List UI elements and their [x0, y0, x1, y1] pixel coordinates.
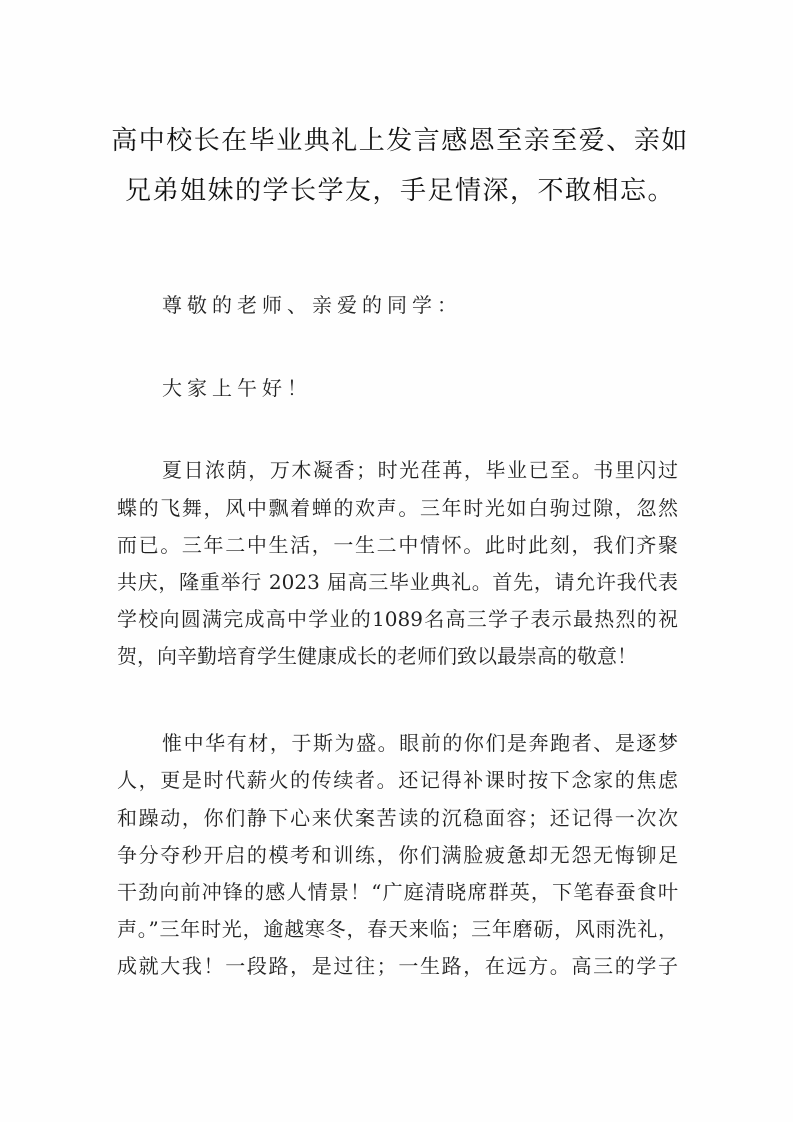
paragraph-2-line: 和躁动，你们静下心来伏案苦读的沉稳面容；还记得一次次	[117, 806, 678, 830]
paragraph-2-line: 争分夺秒开启的模考和训练，你们满脸疲惫却无怨无悔铆足	[117, 843, 678, 867]
paragraph-2-line: 人，更是时代薪火的传续者。还记得补课时按下念家的焦虑	[117, 768, 678, 792]
document-title-line-2: 兄弟姐妹的学长学友，手足情深，不敢相忘。	[124, 176, 675, 206]
paragraph-1-line: 学校向圆满完成高中学业的1089名高三学子表示最热烈的祝	[117, 607, 678, 631]
document-title-line-1: 高中校长在毕业典礼上发言感恩至亲至爱、亲如	[111, 126, 689, 156]
paragraph-2-line: 惟中华有材，于斯为盛。眼前的你们是奔跑者、是逐梦	[162, 731, 678, 755]
paragraph-1-line: 蝶的飞舞，风中飘着蝉的欢声。三年时光如白驹过隙，忽然	[117, 496, 678, 520]
paragraph-1-line: 贺，向辛勤培育学生健康成长的老师们致以最崇高的敬意！	[117, 644, 637, 668]
paragraph-2-line: 成就大我！一段路，是过往；一生路，在远方。高三的学子	[117, 954, 678, 978]
paragraph-2-line: 声。”三年时光，逾越寒冬，春天来临；三年磨砺，风雨洗礼，	[117, 917, 678, 941]
paragraph-1-line: 夏日浓荫，万木凝香；时光荏苒，毕业已至。书里闪过	[162, 458, 678, 482]
paragraph-1-line: 共庆，隆重举行 2023 届高三毕业典礼。首先，请允许我代表	[117, 570, 678, 594]
paragraph-2-line: 干劲向前冲锋的感人情景！“广庭清晓席群英，下笔春蚕食叶	[117, 880, 678, 904]
salutation: 尊敬的老师、亲爱的同学：	[162, 293, 462, 317]
greeting: 大家上午好！	[162, 376, 312, 400]
paragraph-1-line: 而已。三年二中生活，一生二中情怀。此时此刻，我们齐聚	[117, 533, 678, 557]
